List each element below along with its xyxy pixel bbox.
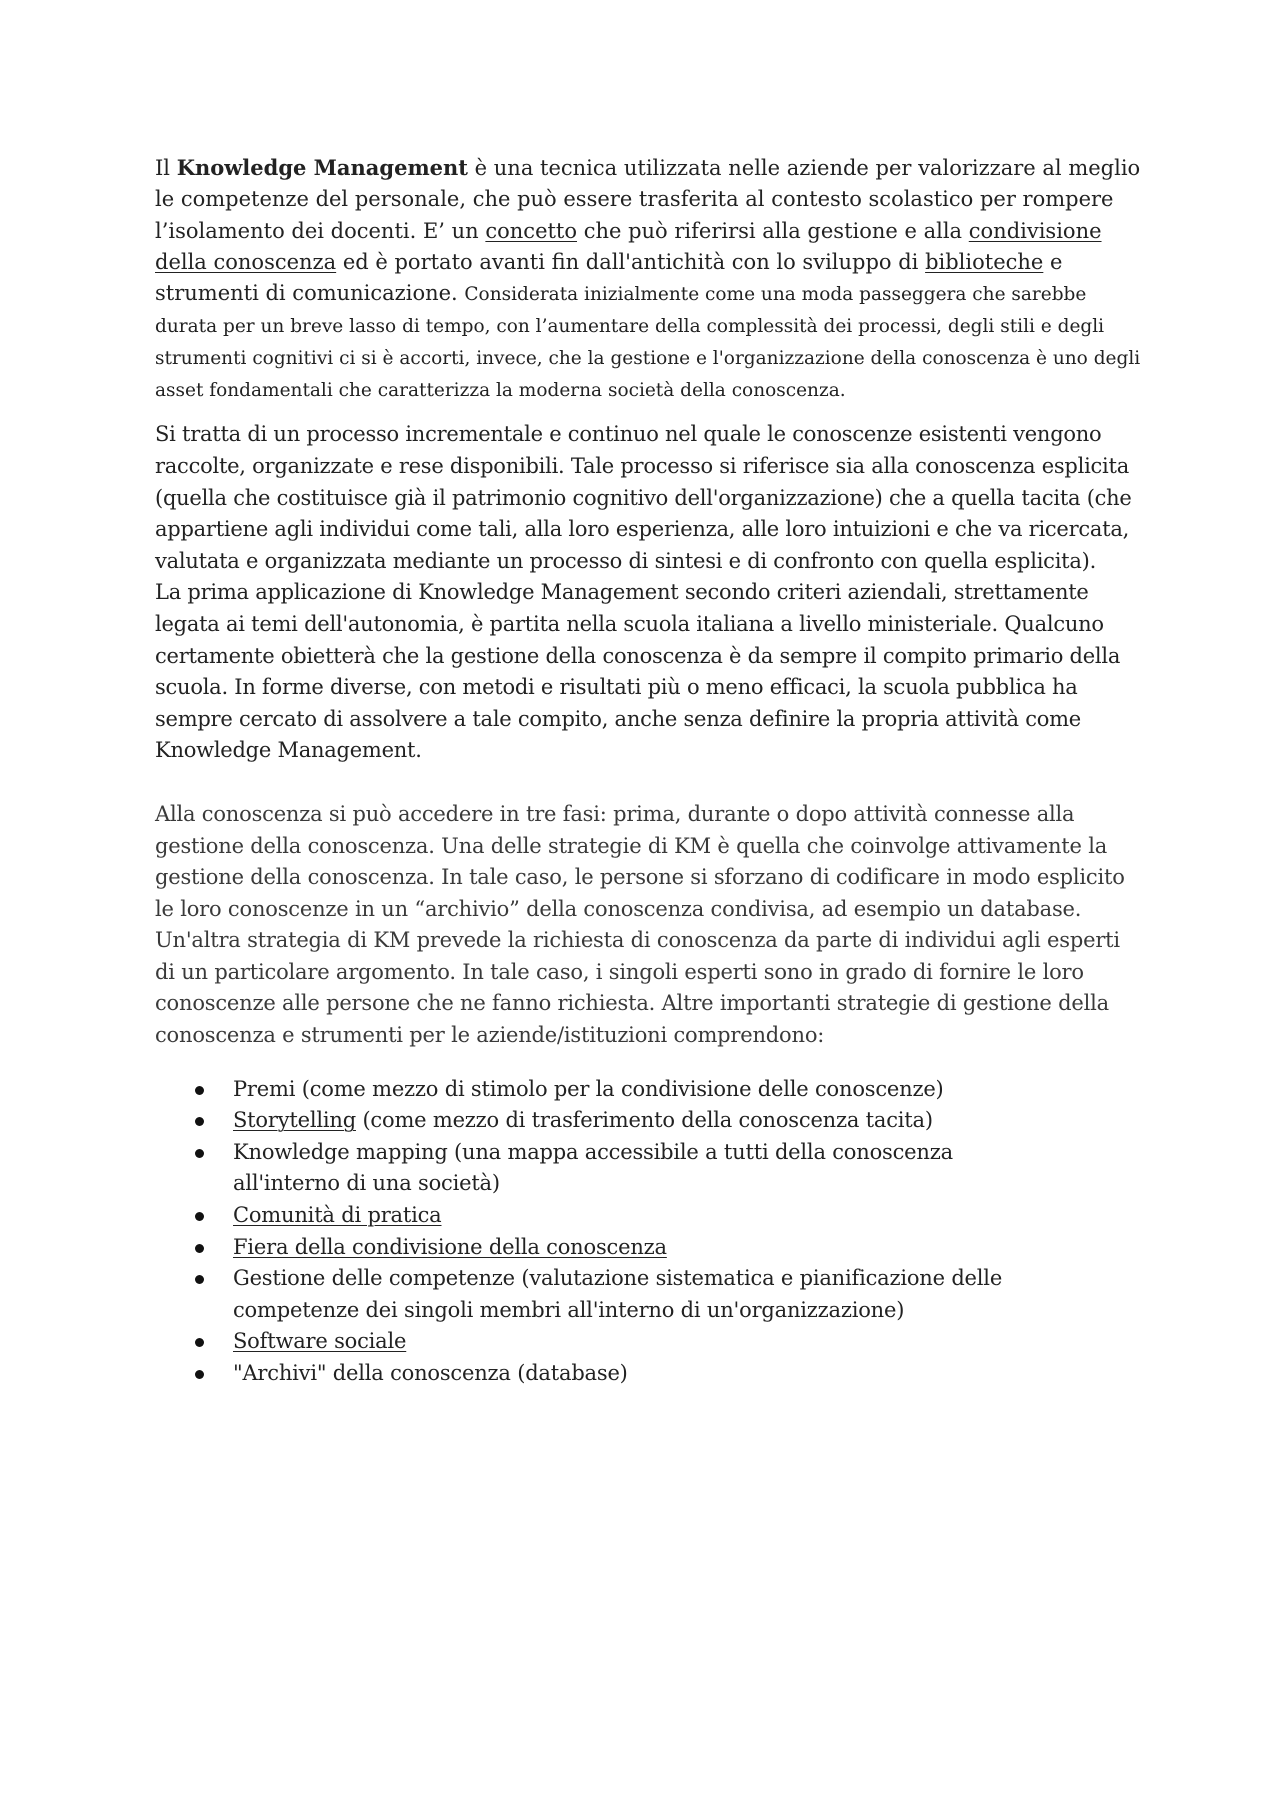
link-concetto[interactable]: concetto [485,218,578,243]
list-item [233,1137,1145,1200]
intro-small-text: Considerata inizialmente come una moda passeggera che sarebbe durata per un breve lasso di tempo, con l’aumentare della complessità dei processi, degli stili e degli strumenti cognitivi ci si è accorti, invece, che la gestione e l'organizzazione della conoscenza è uno degli asset fondamentali che caratterizza la moderna società della conoscenza. [155,284,1141,401]
list-item [233,1200,1145,1232]
strategies-list [155,1074,1145,1390]
bullet-icon [195,1275,204,1284]
paragraph-strategies: Alla conoscenza si può accedere in tre fasi: prima, durante o dopo attività connesse alla gestione della conoscenza. Una delle strategie di KM è quella che coinvolge attivamente la gestione della conoscenza. In tale caso, le persone si sforzano di codificare in modo esplicito le loro conoscenze in un “archivio” della conoscenza condivisa, ad esempio un database. Un'altra strategia di KM prevede la richiesta di conoscenza da parte di individui agli esperti di un particolare argomento. In tale caso, i singoli esperti sono in grado di fornire le loro conoscenze alle persone che ne fanno richiesta. Altre importanti strategie di gestione della conoscenza e strumenti per le aziende/istituzioni comprendono: [155,801,1125,1048]
bullet-icon [195,1149,204,1158]
bullet-icon [195,1086,204,1095]
bullet-icon [195,1212,204,1221]
list-item-text: Knowledge mapping (una mappa accessibile a tutti della conoscenza [233,1139,953,1164]
link-storytelling[interactable]: Storytelling [233,1108,356,1133]
list-item [233,1358,1145,1390]
intro-text-b: che può riferirsi alla gestione e alla [577,218,969,243]
list-item [233,1074,1145,1106]
list-item [233,1263,1145,1326]
intro-text-a: è una tecnica utilizzata nelle aziende per valorizzare al meglio le competenze del personale, che può essere trasferita al contesto scolastico per rompere l’isolamento dei docenti. E’ un [155,156,1141,243]
list-item-text: "Archivi" della conoscenza (database) [233,1361,628,1385]
paragraph-process: Si tratta di un processo incrementale e continuo nel quale le conoscenze esistenti vengono raccolte, organizzate e rese disponibili. Tale processo si riferisce sia alla conoscenza esplicita (quella che costituisce già il patrimonio cognitivo dell'organizzazione) che a quella tacita (che appartiene agli individui come tali, alla loro esperienza, alle loro intuizioni e che va ricercata, valutata e organizzata mediante un processo di sintesi e di confronto con quella esplicita). [155,422,1132,573]
link-software-sociale[interactable]: Software sociale [233,1329,407,1354]
link-comunita-di-pratica[interactable]: Comunità di pratica [233,1203,442,1228]
bullet-icon [195,1338,204,1347]
bullet-icon [195,1244,204,1253]
link-condivisione-conoscenza[interactable]: condivisione della conoscenza [155,218,1102,274]
list-item-text: Gestione delle competenze (valutazione sistematica e pianificazione delle [233,1266,1003,1291]
intro-text-d: e strumenti di comunicazione. [155,249,1063,306]
paragraph-school: La prima applicazione di Knowledge Management secondo criteri aziendali, strettamente legata ai temi dell'autonomia, è partita nella scuola italiana a livello ministeriale. Qualcuno certamente obietterà che la gestione della conoscenza è da sempre il compito primario della scuola. In forme diverse, con metodi e risultati più o meno efficaci, la scuola pubblica ha sempre cercato di assolvere a tale compito, anche senza definire la propria attività come Knowledge Management. [155,580,1121,763]
document-page [155,152,1145,1390]
intro-text-c: ed è portato avanti fin dall'antichità con lo sviluppo di [336,249,926,274]
knowledge-management-term: Knowledge Management [176,155,468,180]
link-biblioteche[interactable]: biblioteche [925,249,1044,274]
list-item-text: competenze dei singoli membri all'interno di un'organizzazione) [233,1297,905,1322]
list-item-text: Premi (come mezzo di stimolo per la condivisione delle conoscenze) [233,1076,944,1101]
list-item [233,1326,1145,1358]
bullet-icon [195,1370,204,1379]
list-item-text: all'interno di una società) [233,1171,500,1196]
list-item-text: (come mezzo di trasferimento della conoscenza tacita) [355,1108,933,1133]
paragraph-intro [155,152,1145,405]
bullet-icon [195,1117,204,1126]
list-item [233,1232,1145,1264]
intro-lead: Il [155,156,177,180]
list-item [233,1105,1145,1137]
link-fiera-condivisione[interactable]: Fiera della condivisione della conoscenza [233,1234,667,1259]
